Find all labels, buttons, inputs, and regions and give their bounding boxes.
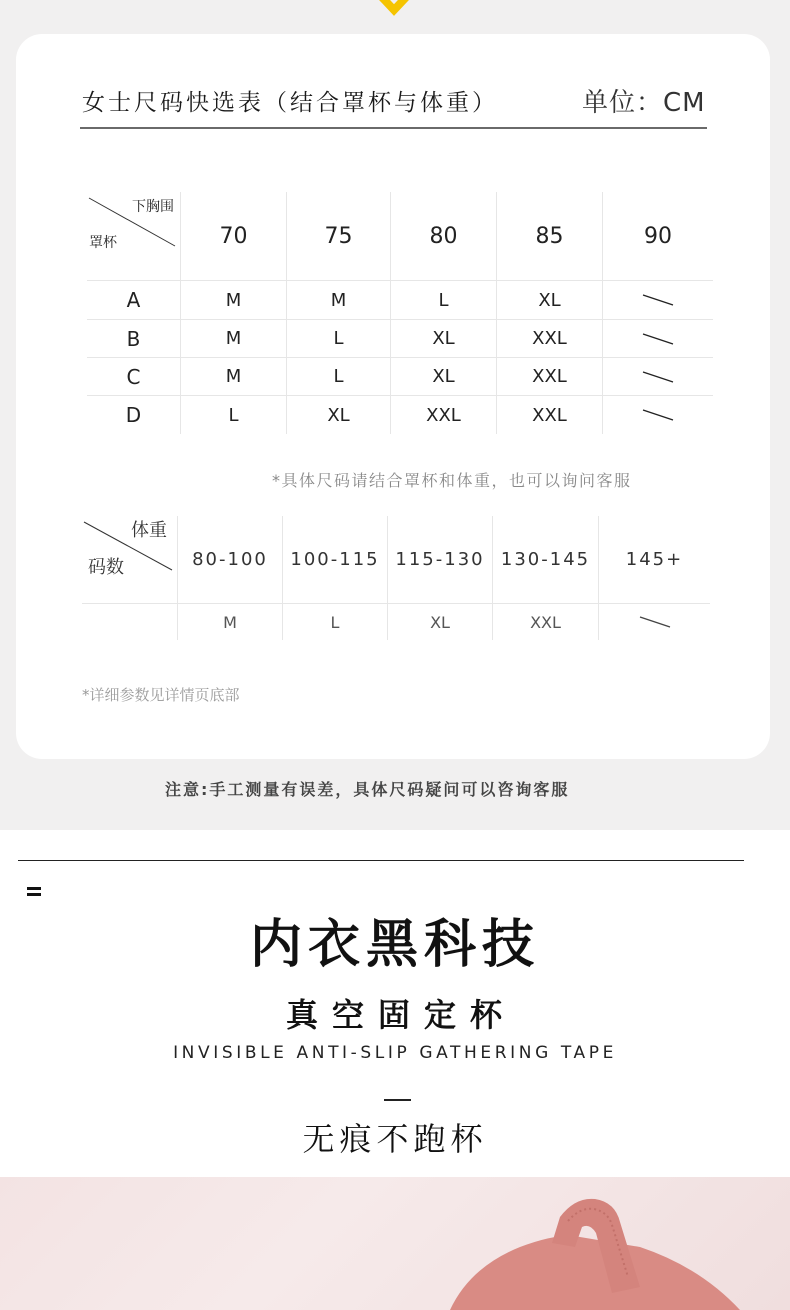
size-chart-title: 女士尺码快选表（结合罩杯与体重） — [82, 90, 498, 116]
feature-subheading: 真空固定杯 — [285, 996, 516, 1034]
title-divider — [80, 127, 707, 129]
feature-english-caption: INVISIBLE ANTI-SLIP GATHERING TAPE — [173, 1043, 617, 1063]
not-available-cell — [603, 281, 713, 320]
table-cell: L — [287, 358, 391, 396]
bra-strap-illustration — [0, 1177, 790, 1310]
column-header: 80 — [391, 192, 497, 281]
not-available-icon — [639, 615, 671, 629]
table-cell: XL — [391, 320, 497, 358]
not-available-cell — [603, 396, 713, 434]
table-corner-cell — [82, 516, 178, 604]
not-available-cell — [599, 604, 710, 640]
column-header: 75 — [287, 192, 391, 281]
chevron-down-icon — [371, 0, 417, 16]
unit-label: 单位：CM — [582, 88, 706, 118]
row-label: B — [87, 320, 181, 358]
short-divider — [384, 1099, 411, 1101]
product-photo — [0, 1177, 790, 1310]
column-header: 80-100 — [178, 516, 283, 604]
not-available-cell — [603, 358, 713, 396]
corner-label-cup: 罩杯 — [89, 235, 117, 251]
column-header: 90 — [603, 192, 713, 281]
row-label: A — [87, 281, 181, 320]
not-available-icon — [642, 408, 674, 422]
not-available-cell — [603, 320, 713, 358]
table-cell: M — [178, 604, 283, 640]
column-header: 85 — [497, 192, 603, 281]
feature-tagline: 无痕不跑杯 — [302, 1120, 488, 1158]
cup-table-note: *具体尺码请结合罩杯和体重，也可以询问客服 — [272, 471, 632, 490]
table-cell: L — [181, 396, 287, 434]
row-label: D — [87, 396, 181, 434]
table-cell: XL — [287, 396, 391, 434]
table-cell: M — [181, 358, 287, 396]
not-available-icon — [642, 293, 674, 307]
column-header: 100-115 — [283, 516, 388, 604]
row-label: C — [87, 358, 181, 396]
column-header: 130-145 — [493, 516, 599, 604]
feature-heading: 内衣黑科技 — [249, 915, 540, 975]
table-cell: L — [287, 320, 391, 358]
not-available-icon — [642, 332, 674, 346]
table-cell: XL — [391, 358, 497, 396]
row-label — [82, 604, 178, 640]
table-cell: M — [181, 281, 287, 320]
corner-label-size: 码数 — [88, 557, 124, 578]
detail-note: *详细参数见详情页底部 — [82, 686, 240, 704]
table-cell: M — [181, 320, 287, 358]
cup-size-table — [87, 192, 713, 434]
corner-label-weight: 体重 — [131, 520, 167, 541]
table-cell: XXL — [493, 604, 599, 640]
corner-label-underbust: 下胸围 — [132, 199, 174, 215]
weight-size-table — [82, 516, 710, 640]
menu-icon — [27, 887, 41, 897]
table-cell: M — [287, 281, 391, 320]
table-cell: XXL — [497, 396, 603, 434]
table-cell: XXL — [391, 396, 497, 434]
column-header: 115-130 — [388, 516, 493, 604]
column-header: 70 — [181, 192, 287, 281]
not-available-icon — [642, 370, 674, 384]
table-cell: XXL — [497, 358, 603, 396]
measurement-note: 注意:手工测量有误差，具体尺码疑问可以咨询客服 — [165, 780, 570, 799]
table-cell: XL — [497, 281, 603, 320]
table-corner-cell — [87, 192, 181, 281]
table-cell: L — [391, 281, 497, 320]
table-cell: XXL — [497, 320, 603, 358]
section-divider — [18, 860, 744, 861]
table-cell: XL — [388, 604, 493, 640]
table-cell: L — [283, 604, 388, 640]
column-header: 145+ — [599, 516, 710, 604]
